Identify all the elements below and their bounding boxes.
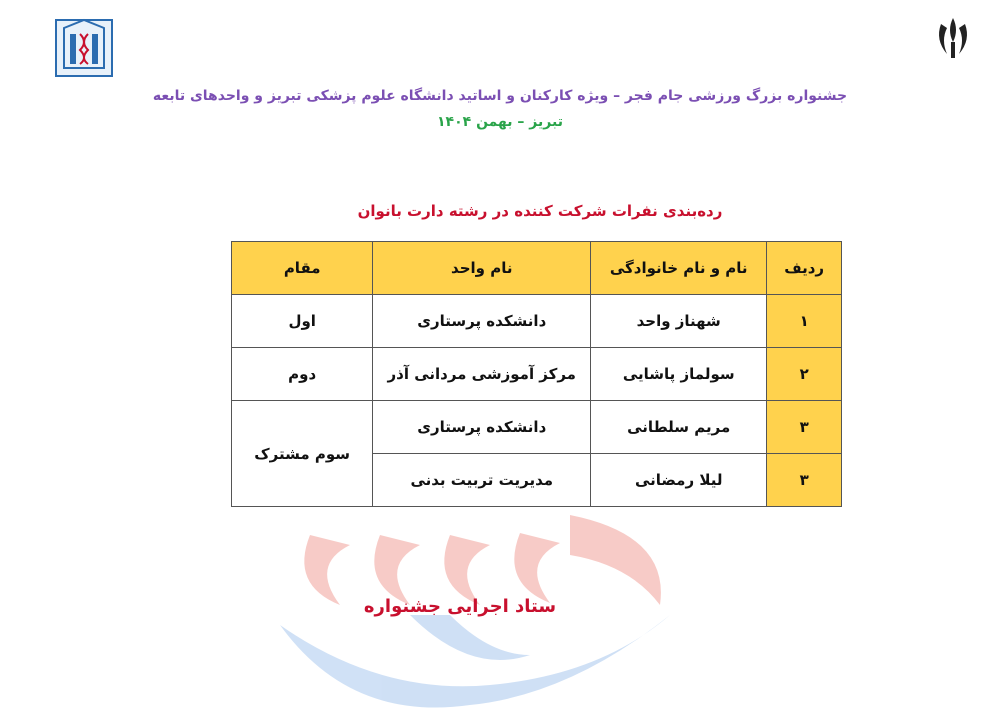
ranking-table bbox=[231, 241, 842, 507]
row-unit: دانشکده پرستاری bbox=[373, 401, 591, 454]
table-title: رده‌بندی نفرات شرکت کننده در رشته دارت بانوان bbox=[357, 202, 723, 220]
table-row bbox=[232, 348, 842, 401]
row-index: ۱ bbox=[767, 295, 842, 348]
ministry-emblem-icon bbox=[931, 14, 975, 64]
row-index: ۳ bbox=[767, 401, 842, 454]
university-logo-icon bbox=[52, 14, 116, 80]
row-name: لیلا رمضانی bbox=[591, 454, 767, 507]
row-name: سولماز پاشایی bbox=[591, 348, 767, 401]
table-row bbox=[232, 295, 842, 348]
ministry-emblem bbox=[918, 14, 988, 94]
row-unit: دانشکده پرستاری bbox=[373, 295, 591, 348]
header-rank: مقام bbox=[232, 242, 373, 295]
university-logo bbox=[38, 14, 130, 106]
table-header-row bbox=[232, 242, 842, 295]
header-name: نام و نام خانوادگی bbox=[591, 242, 767, 295]
festival-title: جشنواره بزرگ ورزشی جام فجر – ویژه کارکنان و اساتید دانشگاه علوم پزشکی تبریز و واحدهای تابعه bbox=[152, 88, 848, 104]
row-index: ۳ bbox=[767, 454, 842, 507]
row-unit: مرکز آموزشی مردانی آذر bbox=[373, 348, 591, 401]
row-rank-shared: سوم مشترک bbox=[232, 401, 373, 507]
row-unit: مدیریت تربیت بدنی bbox=[373, 454, 591, 507]
festival-date: تبریز – بهمن ۱۴۰۴ bbox=[437, 114, 563, 130]
row-name: شهناز واحد bbox=[591, 295, 767, 348]
table-row bbox=[232, 401, 842, 454]
header-index: ردیف bbox=[767, 242, 842, 295]
header-unit: نام واحد bbox=[373, 242, 591, 295]
footer-signature: ستاد اجرایی جشنواره bbox=[363, 596, 557, 617]
row-rank: اول bbox=[232, 295, 373, 348]
row-rank: دوم bbox=[232, 348, 373, 401]
row-index: ۲ bbox=[767, 348, 842, 401]
row-name: مریم سلطانی bbox=[591, 401, 767, 454]
